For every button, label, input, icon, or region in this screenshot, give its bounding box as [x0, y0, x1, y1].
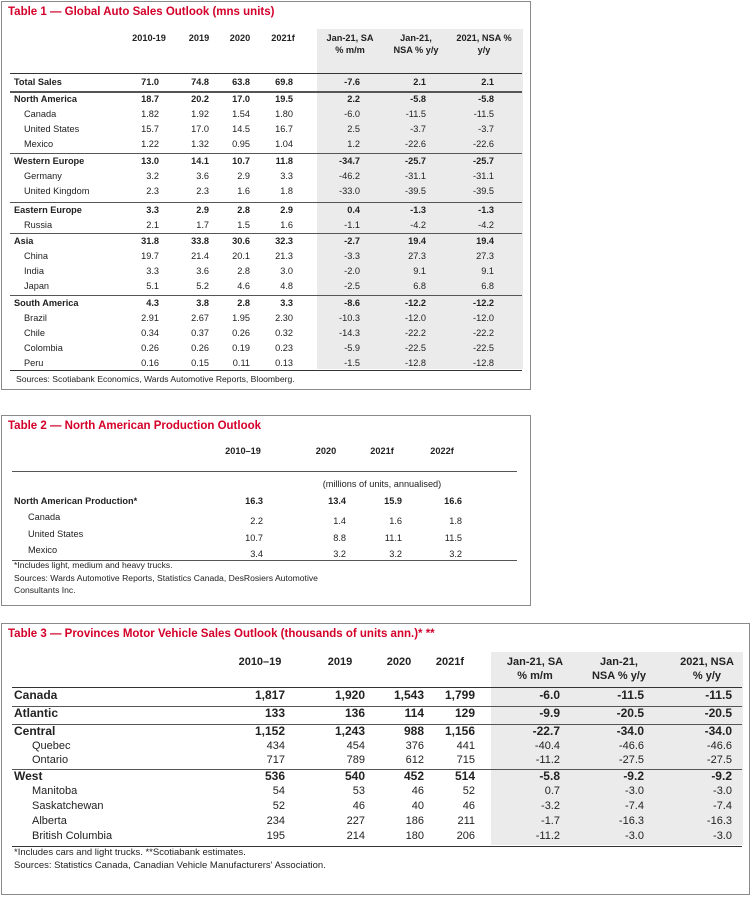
column-header: 2019: [188, 33, 210, 43]
table-cell: 27.3: [476, 251, 494, 261]
table-cell: 16.7: [275, 124, 293, 134]
table3-panel: [1, 623, 750, 895]
row-label: Chile: [24, 328, 45, 338]
table-cell: -33.0: [339, 186, 360, 196]
table-cell: 3.3: [146, 266, 159, 276]
table-cell: 1.80: [275, 109, 293, 119]
table-cell: -5.8: [478, 94, 494, 104]
table-cell: 1.92: [191, 109, 209, 119]
column-header: 2021f: [271, 33, 295, 43]
row-label: Japan: [24, 281, 50, 291]
table-cell: 136: [344, 706, 365, 720]
table-cell: -46.2: [339, 171, 360, 181]
table-cell: -6.0: [344, 109, 360, 119]
table-cell: -22.6: [405, 139, 426, 149]
table-cell: 1,543: [393, 688, 424, 702]
table-cell: -9.2: [623, 769, 644, 783]
table1-group-rule: [10, 153, 522, 154]
table-cell: -20.5: [704, 706, 732, 720]
row-label: Russia: [24, 220, 53, 230]
table-cell: 4.8: [280, 281, 293, 291]
table-cell: 4.6: [237, 281, 250, 291]
table-cell: 18.7: [141, 94, 159, 104]
table-cell: -3.0: [713, 785, 732, 797]
table-cell: 1.7: [196, 220, 209, 230]
table-cell: -6.0: [539, 688, 560, 702]
table-cell: -20.5: [616, 706, 644, 720]
table-cell: -1.1: [344, 220, 360, 230]
table-cell: -3.2: [541, 800, 560, 812]
table-cell: -39.5: [473, 186, 494, 196]
table-cell: -11.5: [617, 688, 644, 702]
table-cell: 3.2: [449, 549, 462, 559]
table-cell: 10.7: [245, 533, 263, 543]
table-cell: 2.1: [413, 77, 426, 87]
row-label: United Kingdom: [24, 186, 90, 196]
table-cell: 3.4: [250, 549, 263, 559]
table-cell: 0.32: [275, 328, 293, 338]
table-cell: -1.3: [410, 205, 426, 215]
table-cell: 8.8: [333, 533, 346, 543]
table-cell: 1.6: [280, 220, 293, 230]
table2-source-cont: Consultants Inc.: [14, 585, 76, 595]
table-cell: 20.2: [191, 94, 209, 104]
column-header: 2010–19: [225, 446, 261, 456]
table-cell: 46: [462, 800, 475, 812]
table-cell: -11.2: [535, 754, 560, 766]
table2-title: Table 2 — North American Production Outlook: [8, 420, 262, 432]
column-header: 2021f: [435, 656, 465, 668]
table-cell: 46: [411, 785, 424, 797]
table-cell: 5.1: [146, 281, 159, 291]
table-cell: -22.2: [473, 328, 494, 338]
table-cell: -11.5: [473, 109, 494, 119]
table-cell: -22.6: [473, 139, 494, 149]
table-cell: -12.2: [405, 298, 426, 308]
table-cell: -2.7: [344, 236, 360, 246]
table-cell: -12.8: [405, 358, 426, 368]
table-cell: 1,920: [334, 688, 365, 702]
table-cell: 3.8: [196, 298, 209, 308]
table-cell: 19.4: [408, 236, 426, 246]
table-cell: 52: [272, 800, 285, 812]
table-cell: -22.5: [405, 343, 426, 353]
table-cell: 452: [403, 769, 424, 783]
table-cell: 2.9: [280, 205, 293, 215]
table-cell: 717: [266, 754, 285, 766]
table-cell: 31.8: [141, 236, 159, 246]
table-cell: -2.0: [344, 266, 360, 276]
column-header: Jan-21,: [400, 33, 432, 43]
table-cell: -3.0: [625, 785, 644, 797]
table-cell: 0.16: [141, 358, 159, 368]
table-cell: 234: [266, 815, 285, 827]
table-cell: -8.6: [344, 298, 360, 308]
table2-panel: [1, 415, 531, 606]
table-cell: -4.2: [410, 220, 426, 230]
table-cell: -2.5: [344, 281, 360, 291]
table1-total-rule: [10, 92, 522, 93]
table-cell: 40: [411, 800, 424, 812]
table-cell: 11.8: [275, 156, 293, 166]
table-cell: 54: [272, 785, 285, 797]
table-cell: 0.26: [232, 328, 250, 338]
table-cell: 30.6: [232, 236, 250, 246]
table-cell: 434: [266, 740, 285, 752]
row-label: United States: [24, 124, 80, 134]
table-cell: -14.3: [339, 328, 360, 338]
table-cell: 0.11: [232, 358, 250, 368]
table-cell: 2.2: [347, 94, 360, 104]
table2-header-rule: [12, 471, 517, 472]
table1-group-rule: [10, 295, 522, 296]
table-cell: 3.3: [280, 298, 293, 308]
table-cell: 9.1: [481, 266, 494, 276]
table3-title: Table 3 — Provinces Motor Vehicle Sales Outlook (thousands of units ann.)* **: [8, 628, 435, 640]
table-cell: 17.0: [232, 94, 250, 104]
table-cell: -25.7: [405, 156, 426, 166]
table-cell: 376: [405, 740, 424, 752]
table-cell: 11.5: [444, 533, 462, 543]
row-label: United States: [28, 529, 84, 539]
table-cell: -46.6: [706, 740, 732, 752]
table-cell: 3.3: [280, 171, 293, 181]
row-label: Central: [14, 724, 56, 738]
row-label: Mexico: [24, 139, 54, 149]
table-cell: 133: [264, 706, 285, 720]
table-cell: -25.7: [473, 156, 494, 166]
table-cell: -11.5: [705, 688, 732, 702]
row-label: Total Sales: [14, 77, 62, 87]
column-header: % m/m: [335, 45, 365, 55]
table-cell: 2.3: [196, 186, 209, 196]
table-cell: 1,817: [254, 688, 285, 702]
table-cell: -34.0: [616, 724, 644, 738]
row-label: Asia: [14, 236, 34, 246]
table-cell: 211: [457, 815, 475, 827]
table-cell: -12.8: [473, 358, 494, 368]
table-cell: 33.8: [191, 236, 209, 246]
table-cell: 21.4: [191, 251, 209, 261]
table-cell: -22.7: [532, 724, 560, 738]
table-cell: -1.7: [541, 815, 560, 827]
table-cell: 1,152: [254, 724, 285, 738]
table-cell: 11.1: [384, 533, 402, 543]
table-cell: 46: [352, 800, 365, 812]
table-cell: 1.6: [389, 516, 402, 526]
table-cell: 15.7: [141, 124, 159, 134]
table2-source: Sources: Wards Automotive Reports, Statistics Canada, DesRosiers Automotive: [14, 573, 318, 583]
table-cell: -11.2: [535, 830, 560, 842]
table-cell: -11.5: [405, 109, 426, 119]
table-cell: -7.4: [713, 800, 732, 812]
table-cell: 2.5: [347, 124, 360, 134]
row-label: Eastern Europe: [14, 205, 82, 215]
table-cell: 441: [456, 740, 475, 752]
table-cell: 1.6: [237, 186, 250, 196]
table-cell: 3.2: [333, 549, 346, 559]
table-cell: -40.4: [534, 740, 560, 752]
column-header: 2010–19: [238, 656, 282, 668]
table-cell: 0.37: [191, 328, 209, 338]
table-cell: -10.3: [339, 313, 360, 323]
table-cell: 2.8: [237, 205, 250, 215]
table-cell: 74.8: [191, 77, 209, 87]
table-cell: 214: [346, 830, 365, 842]
table-cell: -5.8: [539, 769, 560, 783]
table-cell: 16.6: [444, 496, 462, 506]
table-cell: -1.3: [478, 205, 494, 215]
table-cell: 0.26: [191, 343, 209, 353]
row-label: North America: [14, 94, 77, 104]
row-label: West: [14, 769, 43, 783]
table-cell: -3.7: [478, 124, 494, 134]
table-cell: -5.9: [344, 343, 360, 353]
table-cell: 3.2: [389, 549, 402, 559]
table-cell: 1.8: [449, 516, 462, 526]
row-label: Canada: [28, 512, 61, 522]
row-label: South America: [14, 298, 79, 308]
row-label: British Columbia: [32, 830, 113, 842]
table2-note: *Includes light, medium and heavy trucks.: [14, 560, 173, 570]
row-label: Mexico: [28, 545, 58, 555]
table-cell: 14.1: [191, 156, 209, 166]
table-cell: 6.8: [413, 281, 426, 291]
column-header: Jan-21,: [600, 656, 638, 668]
table-cell: 69.8: [275, 77, 293, 87]
row-label: Atlantic: [14, 706, 59, 720]
table-cell: 21.3: [275, 251, 293, 261]
table-cell: 0.15: [191, 358, 209, 368]
table-cell: 9.1: [413, 266, 426, 276]
table-cell: -5.8: [410, 94, 426, 104]
column-header: % y/y: [692, 670, 722, 682]
column-header: 2020: [315, 446, 337, 456]
table-cell: 2.67: [191, 313, 209, 323]
row-label: Germany: [24, 171, 62, 181]
table-cell: 13.4: [328, 496, 346, 506]
column-header: NSA % y/y: [591, 670, 646, 682]
table-cell: 2.1: [481, 77, 494, 87]
column-header: 2020: [229, 33, 251, 43]
table-cell: 1,243: [334, 724, 365, 738]
table-cell: -12.2: [473, 298, 494, 308]
table1-bottom-rule: [10, 370, 522, 371]
table-cell: 715: [456, 754, 475, 766]
table-cell: 536: [264, 769, 285, 783]
table-cell: 0.34: [141, 328, 159, 338]
table-cell: 540: [344, 769, 365, 783]
table-cell: 14.5: [232, 124, 250, 134]
table1-group-rule: [10, 202, 522, 203]
column-header: Jan-21, SA: [326, 33, 374, 43]
table-cell: 3.6: [196, 266, 209, 276]
table-cell: -9.2: [711, 769, 732, 783]
table-cell: 5.2: [196, 281, 209, 291]
table-cell: -12.0: [473, 313, 494, 323]
table-cell: 19.7: [141, 251, 159, 261]
row-label: Colombia: [24, 343, 63, 353]
table3-note: *Includes cars and light trucks. **Scotiabank estimates.: [14, 847, 246, 858]
table-cell: -22.5: [473, 343, 494, 353]
table-cell: 4.3: [146, 298, 159, 308]
table-cell: -39.5: [405, 186, 426, 196]
table-cell: 1,156: [444, 724, 475, 738]
column-header: y/y: [477, 45, 491, 55]
column-header: NSA % y/y: [393, 45, 439, 55]
table-cell: 17.0: [191, 124, 209, 134]
table-cell: 454: [346, 740, 365, 752]
table-cell: 71.0: [141, 77, 159, 87]
table-cell: -9.9: [539, 706, 560, 720]
table-cell: -34.7: [339, 156, 360, 166]
table-cell: 10.7: [232, 156, 250, 166]
table-cell: 789: [346, 754, 365, 766]
table-cell: -3.3: [344, 251, 360, 261]
table-cell: 1.04: [275, 139, 293, 149]
table-cell: 195: [266, 830, 285, 842]
column-header: 2019: [327, 656, 353, 668]
table-cell: -7.4: [625, 800, 644, 812]
table-cell: 186: [405, 815, 424, 827]
table-cell: 612: [405, 754, 424, 766]
table-cell: 1.95: [232, 313, 250, 323]
table-cell: -3.0: [625, 830, 644, 842]
table-cell: -27.5: [618, 754, 644, 766]
table-cell: 0.95: [232, 139, 250, 149]
row-label: Brazil: [24, 313, 47, 323]
table-cell: 27.3: [408, 251, 426, 261]
table-cell: -16.3: [618, 815, 644, 827]
table-cell: 114: [404, 706, 424, 720]
table-cell: -31.1: [405, 171, 426, 181]
table-cell: 1.82: [141, 109, 159, 119]
table-cell: -3.0: [713, 830, 732, 842]
table1-title: Table 1 — Global Auto Sales Outlook (mns units): [8, 6, 275, 18]
table-cell: 2.8: [237, 298, 250, 308]
table-cell: -1.5: [344, 358, 360, 368]
table-cell: 2.9: [196, 205, 209, 215]
table-cell: 3.0: [280, 266, 293, 276]
row-label: Ontario: [32, 754, 69, 766]
table-cell: 32.3: [275, 236, 293, 246]
table-cell: -27.5: [706, 754, 732, 766]
table-cell: 19.4: [476, 236, 494, 246]
table-cell: 227: [346, 815, 365, 827]
table-cell: 129: [454, 706, 475, 720]
table-cell: 20.1: [232, 251, 250, 261]
table-cell: 1.22: [141, 139, 159, 149]
table1-top-rule: [10, 73, 522, 74]
row-label: Western Europe: [14, 156, 85, 166]
column-header: 2021, NSA: [680, 656, 734, 668]
table-cell: -7.6: [344, 77, 360, 87]
table-cell: 2.3: [146, 186, 159, 196]
table-cell: 52: [462, 785, 475, 797]
table-cell: -3.7: [410, 124, 426, 134]
row-label: Peru: [24, 358, 44, 368]
table-cell: -12.0: [405, 313, 426, 323]
column-header: 2021, NSA %: [456, 33, 512, 43]
table3-source: Sources: Statistics Canada, Canadian Vehicle Manufacturers' Association.: [14, 860, 326, 871]
column-header: 2020: [386, 656, 412, 668]
table-cell: 53: [352, 785, 365, 797]
table1-panel: [1, 1, 531, 390]
table-cell: 3.3: [146, 205, 159, 215]
table-cell: 0.4: [347, 205, 360, 215]
table-cell: -34.0: [704, 724, 732, 738]
table-cell: 0.19: [232, 343, 250, 353]
table-cell: 13.0: [141, 156, 159, 166]
column-header: % m/m: [517, 670, 553, 682]
table-cell: 2.8: [237, 266, 250, 276]
table-cell: 206: [456, 830, 475, 842]
row-label: North American Production*: [14, 496, 138, 506]
table-cell: 0.7: [544, 785, 560, 797]
column-header: 2022f: [430, 446, 454, 456]
table-cell: 2.9: [237, 171, 250, 181]
table-cell: 63.8: [232, 77, 250, 87]
table-cell: 2.1: [146, 220, 159, 230]
table-cell: 15.9: [384, 496, 402, 506]
row-label: India: [24, 266, 44, 276]
row-label: Manitoba: [32, 785, 78, 797]
row-label: Saskatchewan: [32, 800, 104, 812]
table-cell: 180: [405, 830, 424, 842]
table2-units: (millions of units, annualised): [322, 479, 442, 489]
column-header: Jan-21, SA: [506, 656, 564, 668]
table-cell: 0.26: [141, 343, 159, 353]
table-cell: 0.23: [275, 343, 293, 353]
table-cell: 3.2: [146, 171, 159, 181]
table-cell: 2.2: [250, 516, 263, 526]
table-cell: 1.4: [333, 516, 346, 526]
table-cell: -22.2: [405, 328, 426, 338]
table-cell: 6.8: [481, 281, 494, 291]
table-cell: 1.2: [347, 139, 360, 149]
table-cell: 2.91: [141, 313, 159, 323]
table-cell: 1.32: [191, 139, 209, 149]
table1-source: Sources: Scotiabank Economics, Wards Automotive Reports, Bloomberg.: [16, 374, 295, 384]
table-cell: -46.6: [618, 740, 644, 752]
table-cell: 514: [454, 769, 475, 783]
row-label: Alberta: [32, 815, 67, 827]
table-cell: 1.5: [237, 220, 250, 230]
row-label: Quebec: [32, 740, 71, 752]
table-cell: 16.3: [245, 496, 263, 506]
table1-group-rule: [10, 233, 522, 234]
table-cell: 988: [403, 724, 424, 738]
table-cell: 1.8: [280, 186, 293, 196]
table-cell: 3.6: [196, 171, 209, 181]
table-cell: -31.1: [473, 171, 494, 181]
table-cell: 1,799: [444, 688, 475, 702]
row-label: Canada: [24, 109, 57, 119]
table-cell: 2.30: [275, 313, 293, 323]
table-cell: 1.54: [232, 109, 250, 119]
row-label: China: [24, 251, 49, 261]
row-label: Canada: [14, 688, 58, 702]
table-cell: 0.13: [275, 358, 293, 368]
table-cell: -16.3: [706, 815, 732, 827]
column-header: 2021f: [370, 446, 394, 456]
table-cell: -4.2: [478, 220, 494, 230]
table-cell: 19.5: [275, 94, 293, 104]
column-header: 2010-19: [132, 33, 166, 43]
